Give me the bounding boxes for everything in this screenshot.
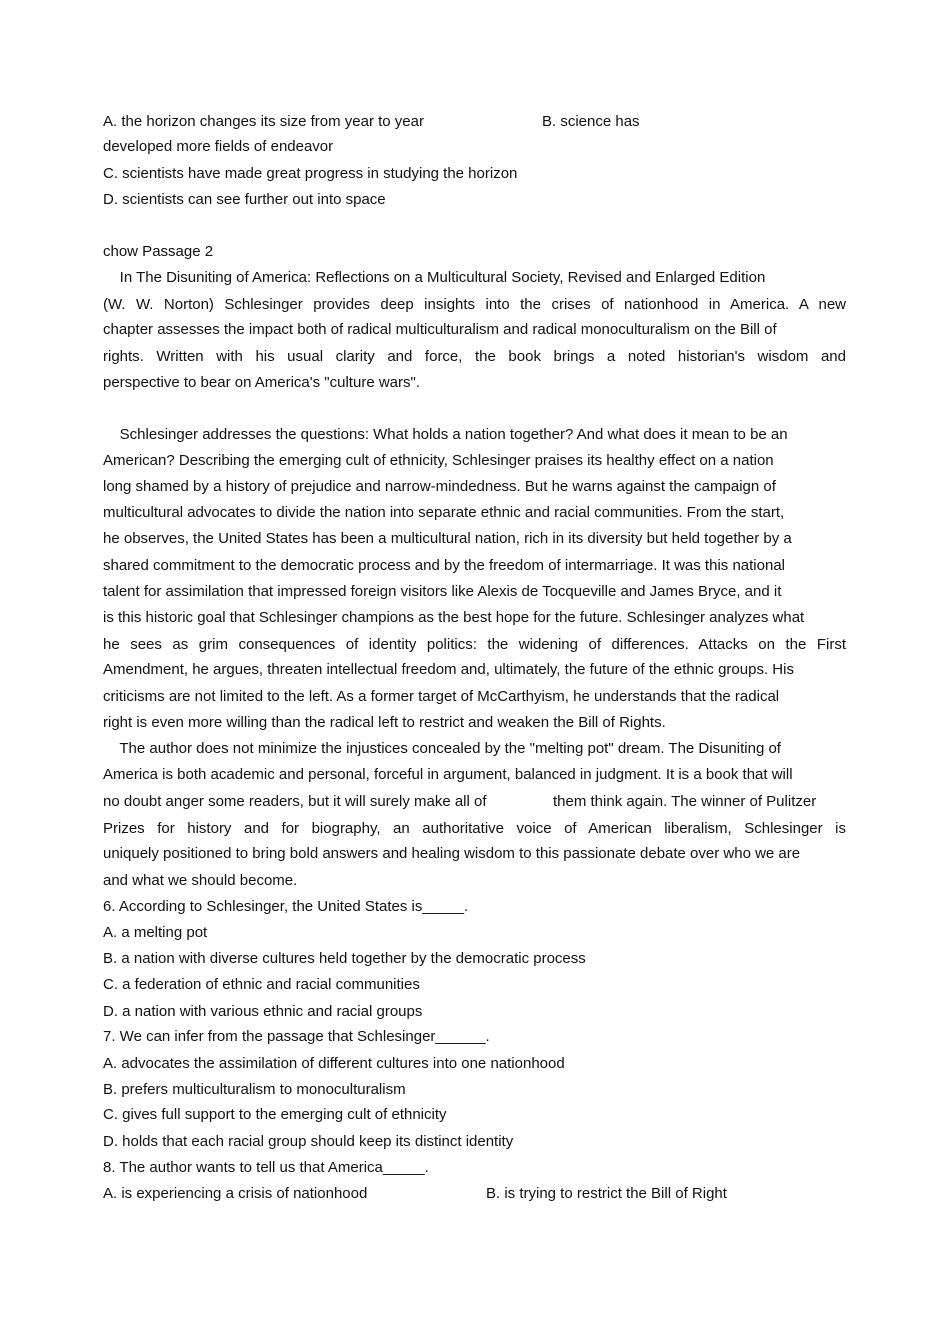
question-6-option-b: B. a nation with diverse cultures held together by the democratic process: [103, 950, 586, 967]
q5-option-b-part1: B. science has: [542, 113, 640, 130]
paragraph-3-line: no doubt anger some readers, but it will surely make all of: [103, 793, 487, 810]
paragraph-3-line: The author does not minimize the injustices concealed by the "melting pot" dream. The Disuniting of: [103, 740, 781, 757]
question-6-option-a: A. a melting pot: [103, 924, 208, 941]
question-6-option-c: C. a federation of ethnic and racial communities: [103, 976, 420, 993]
paragraph-3-line: America is both academic and personal, forceful in argument, balanced in judgment. It is a book that will: [103, 766, 793, 783]
paragraph-1-line: (W. W. Norton) Schlesinger provides deep insights into the crises of nationhood in America. A new: [103, 296, 846, 313]
paragraph-3-line: uniquely positioned to bring bold answers and healing wisdom to this passionate debate over who we are: [103, 845, 801, 862]
paragraph-2-line: talent for assimilation that impressed foreign visitors like Alexis de Tocqueville and James Bryce, and it: [103, 583, 782, 600]
paragraph-3-line-continued: them think again. The winner of Pulitzer: [553, 793, 817, 810]
question-7-option-d: D. holds that each racial group should keep its distinct identity: [103, 1133, 514, 1150]
paragraph-2-line: American? Describing the emerging cult of ethnicity, Schlesinger praises its healthy effect on a nation: [103, 452, 774, 469]
paragraph-2-line: he observes, the United States has been a multicultural nation, rich in its diversity but held together by a: [103, 530, 792, 547]
question-6-stem: 6. According to Schlesinger, the United States is_____.: [103, 898, 469, 915]
paragraph-2-line: he sees as grim consequences of identity politics: the widening of differences. Attacks on the First: [103, 636, 846, 653]
question-7-option-a: A. advocates the assimilation of different cultures into one nationhood: [103, 1055, 565, 1072]
paragraph-1-line: rights. Written with his usual clarity and force, the book brings a noted historian's wisdom and: [103, 348, 846, 365]
paragraph-2-line: is this historic goal that Schlesinger champions as the best hope for the future. Schlesinger analyzes what: [103, 609, 805, 626]
q5-option-b-part2: developed more fields of endeavor: [103, 138, 334, 155]
paragraph-2-line: multicultural advocates to divide the nation into separate ethnic and racial communities. From the start,: [103, 504, 785, 521]
question-8-option-b: B. is trying to restrict the Bill of Right: [486, 1185, 727, 1202]
question-7-option-c: C. gives full support to the emerging cult of ethnicity: [103, 1106, 447, 1123]
paragraph-2-line: criticisms are not limited to the left. As a former target of McCarthyism, he understands that the radical: [103, 688, 780, 705]
question-7-option-b: B. prefers multiculturalism to monoculturalism: [103, 1081, 406, 1098]
question-8-option-a: A. is experiencing a crisis of nationhood: [103, 1185, 368, 1202]
paragraph-1-line: In The Disuniting of America: Reflections on a Multicultural Society, Revised and Enlarged Edition: [103, 269, 766, 286]
question-7-stem: 7. We can infer from the passage that Schlesinger______.: [103, 1028, 490, 1045]
paragraph-3-line: Prizes for history and for biography, an authoritative voice of American liberalism, Schlesinger is: [103, 820, 846, 837]
question-8-stem: 8. The author wants to tell us that America_____.: [103, 1159, 429, 1176]
paragraph-2-line: Schlesinger addresses the questions: What holds a nation together? And what does it mean to be an: [103, 426, 788, 443]
paragraph-2-line: shared commitment to the democratic process and by the freedom of intermarriage. It was this national: [103, 557, 785, 574]
q5-option-c: C. scientists have made great progress in studying the horizon: [103, 165, 518, 182]
paragraph-3-line: and what we should become.: [103, 872, 298, 889]
question-6-option-d: D. a nation with various ethnic and racial groups: [103, 1003, 423, 1020]
q5-option-d: D. scientists can see further out into space: [103, 191, 386, 208]
paragraph-1-line: chapter assesses the impact both of radical multiculturalism and radical monoculturalism on the Bill of: [103, 321, 777, 338]
paragraph-2-line: right is even more willing than the radical left to restrict and weaken the Bill of Rights.: [103, 714, 666, 731]
paragraph-1-line: perspective to bear on America's "culture wars".: [103, 374, 420, 391]
paragraph-2-line: Amendment, he argues, threaten intellectual freedom and, ultimately, the future of the ethnic groups. His: [103, 661, 794, 678]
q5-option-a: A. the horizon changes its size from year to year: [103, 113, 424, 130]
passage-heading: chow Passage 2: [103, 243, 214, 260]
paragraph-2-line: long shamed by a history of prejudice and narrow-mindedness. But he warns against the campaign of: [103, 478, 776, 495]
